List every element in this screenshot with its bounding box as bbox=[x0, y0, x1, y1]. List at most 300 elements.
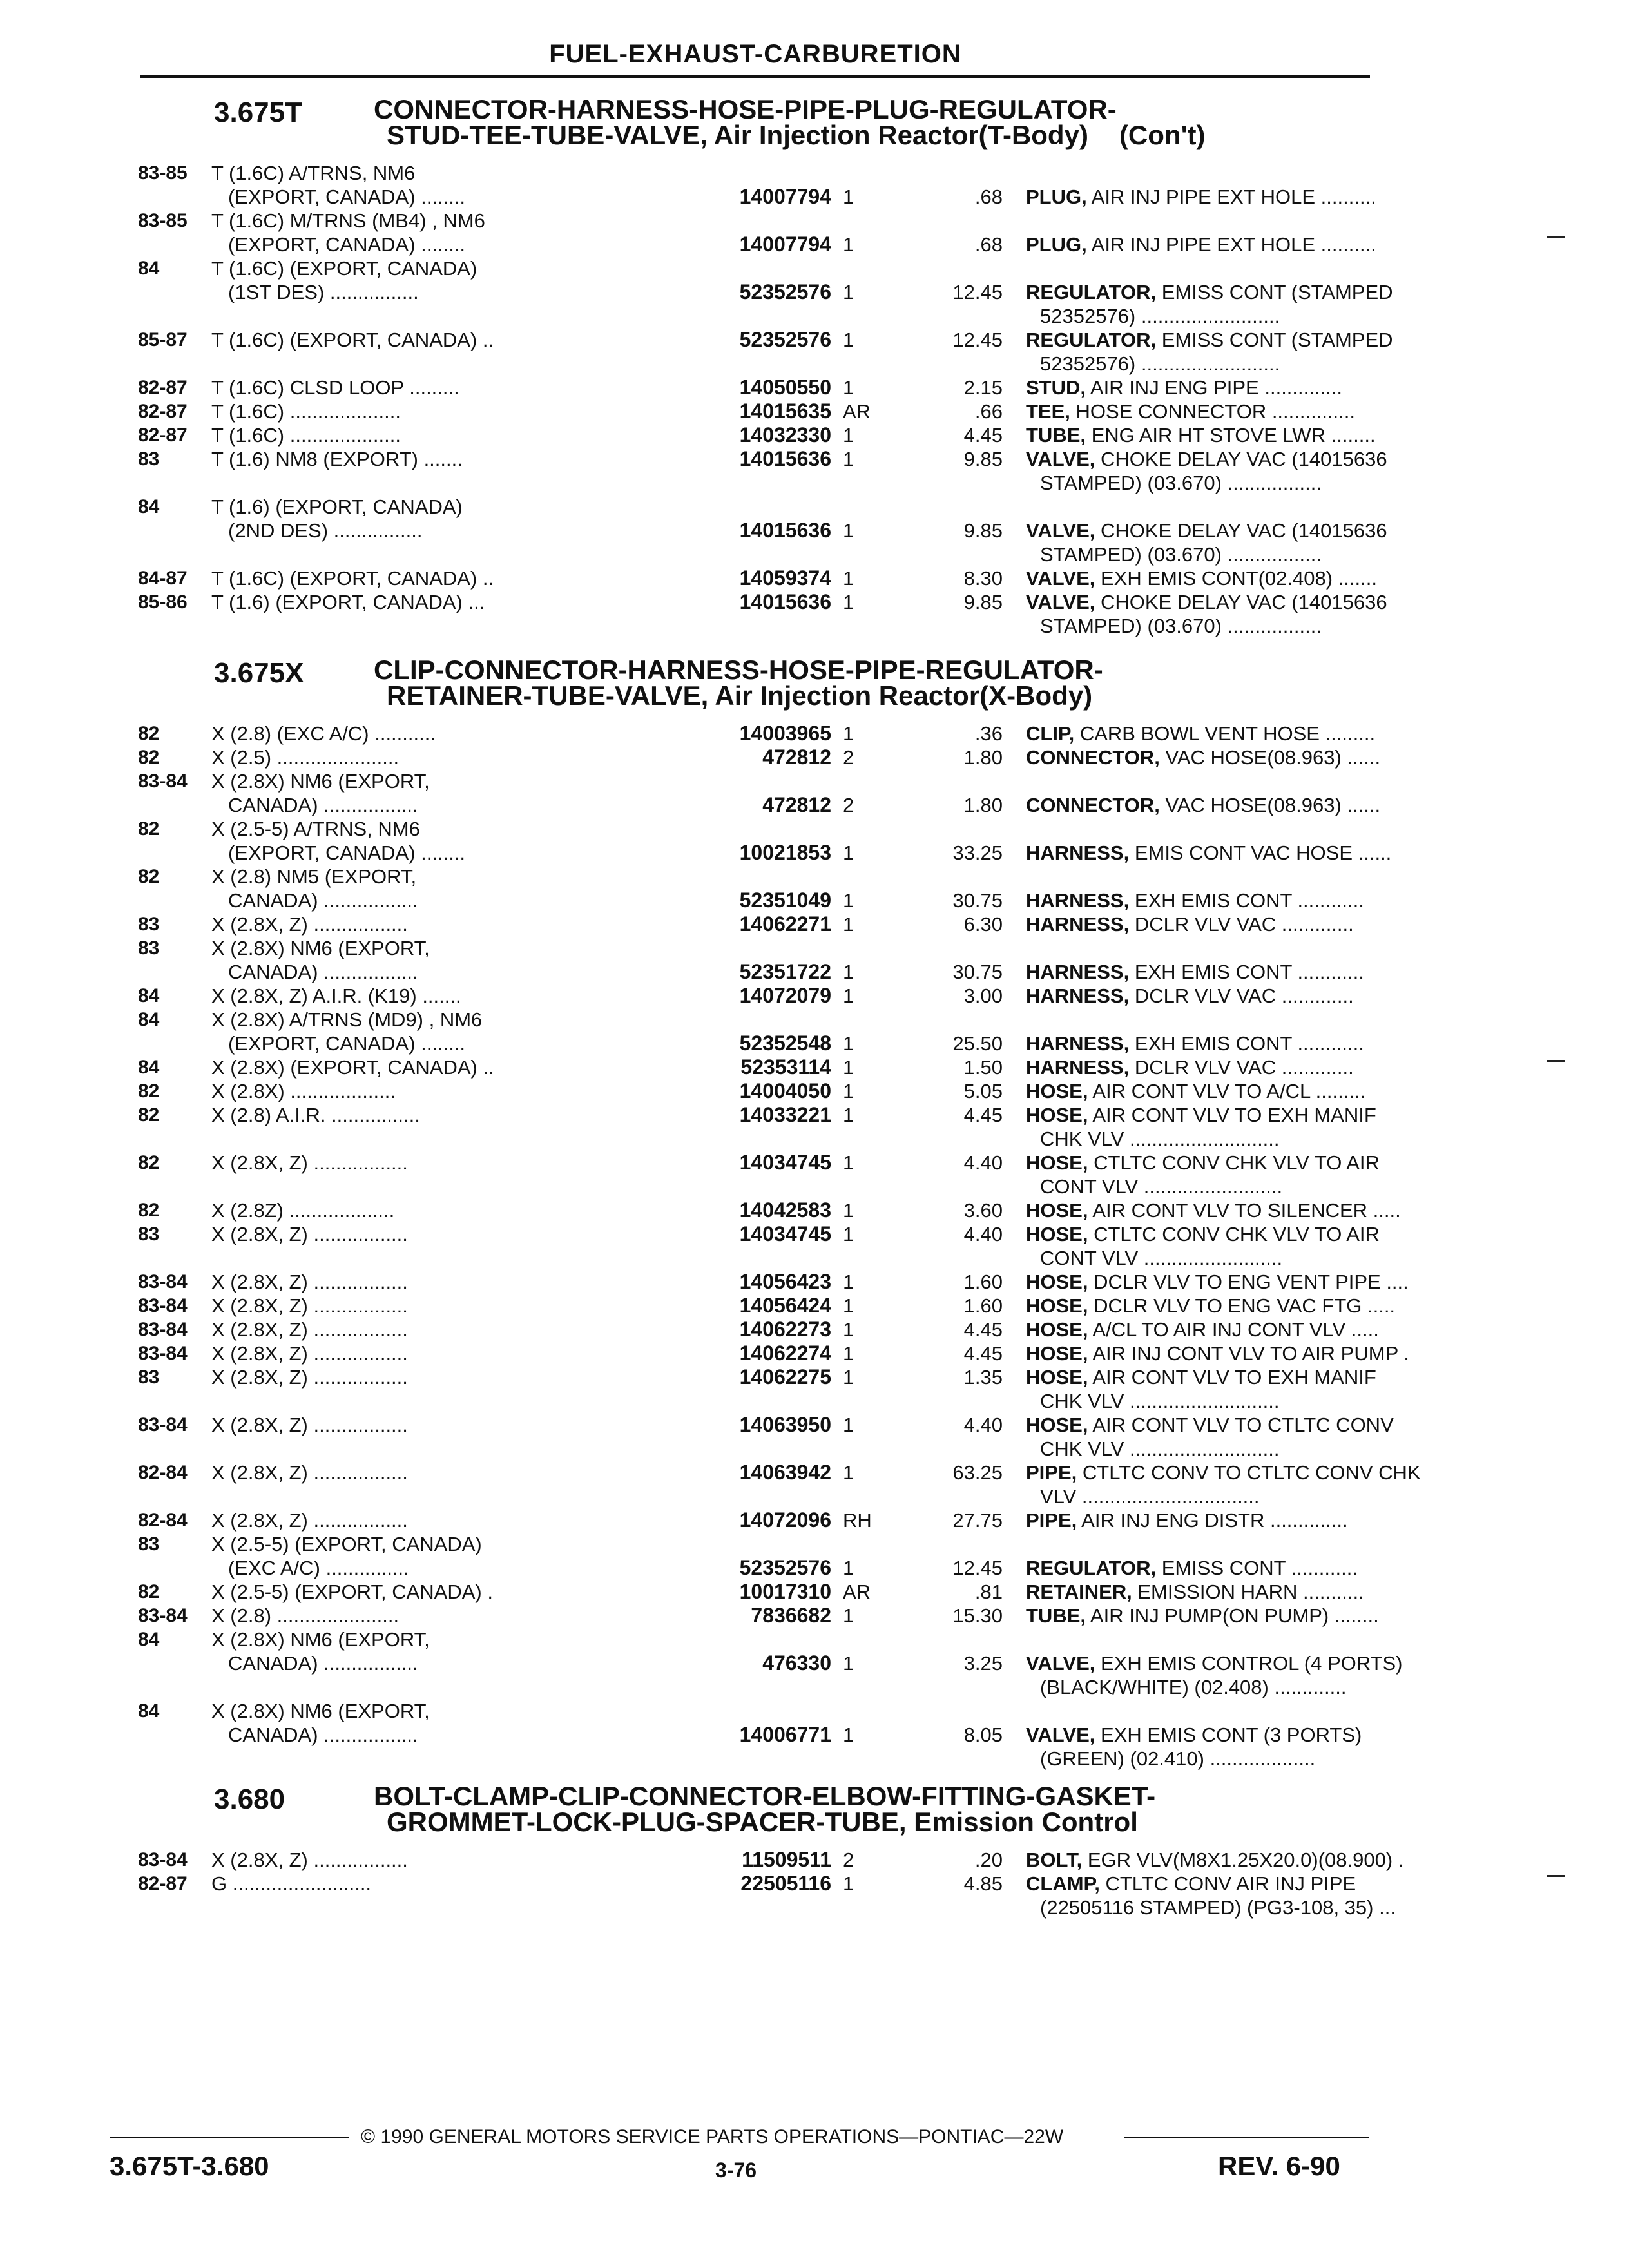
description-name: CLAMP, bbox=[1026, 1872, 1100, 1895]
model-year: 83-84 bbox=[138, 1605, 188, 1626]
application-text: T (1.6C) (EXPORT, CANADA) .. bbox=[211, 329, 494, 351]
description-continued: CONT VLV ......................... bbox=[1040, 1175, 1283, 1198]
quantity: 1 bbox=[843, 281, 854, 303]
description-text: CTLTC CONV TO CTLTC CONV CHK bbox=[1077, 1461, 1421, 1484]
description-text: EMISS CONT (STAMPED bbox=[1156, 281, 1393, 303]
description bbox=[1026, 1651, 1490, 1699]
quantity: 1 bbox=[843, 1104, 854, 1126]
description-name: HOSE, bbox=[1026, 1199, 1088, 1222]
model-year: 82 bbox=[138, 1200, 160, 1221]
description-text: AIR CONT VLV TO EXH MANIF bbox=[1088, 1366, 1376, 1389]
table-row bbox=[135, 1365, 1376, 1413]
application-text: T (1.6C) .................... bbox=[211, 424, 401, 447]
section-title-line2 bbox=[374, 122, 1206, 148]
table-row bbox=[135, 328, 1393, 376]
application-text: T (1.6C) A/TRNS, NM6 bbox=[211, 162, 416, 184]
part-number: 14063942 bbox=[739, 1461, 831, 1484]
quantity: 1 bbox=[843, 186, 854, 208]
quantity: 1 bbox=[843, 722, 854, 745]
application-text: X (2.8X, Z) ................. bbox=[211, 1461, 408, 1484]
description bbox=[1026, 960, 1490, 984]
description bbox=[1026, 328, 1490, 376]
description bbox=[1026, 912, 1490, 936]
description-name: VALVE, bbox=[1026, 567, 1095, 590]
model-year: 83-84 bbox=[138, 1849, 188, 1870]
margin-mark bbox=[1547, 1060, 1565, 1062]
table-row bbox=[135, 1461, 1421, 1508]
model-year: 82 bbox=[138, 866, 160, 887]
model-year: 84 bbox=[138, 1700, 160, 1722]
price: 1.80 bbox=[963, 794, 1003, 816]
application-text: X (2.8) A.I.R. ................ bbox=[211, 1104, 420, 1126]
description-name: TEE, bbox=[1026, 400, 1070, 423]
description-name: PLUG, bbox=[1026, 186, 1087, 208]
application-text: X (2.5-5) A/TRNS, NM6 bbox=[211, 818, 420, 840]
table-row bbox=[135, 1103, 1376, 1151]
table-row bbox=[135, 1580, 1373, 1604]
table-row bbox=[135, 1318, 1379, 1341]
application-text: X (2.8X) NM6 (EXPORT, bbox=[211, 937, 430, 959]
description-name: HOSE, bbox=[1026, 1151, 1088, 1174]
description bbox=[1026, 1032, 1490, 1055]
description-name: HOSE, bbox=[1026, 1366, 1088, 1389]
quantity: 1 bbox=[843, 329, 854, 351]
footer-rule-right bbox=[1124, 2137, 1369, 2138]
description-continued: CHK VLV ........................... bbox=[1040, 1390, 1280, 1412]
part-number: 14015635 bbox=[739, 399, 831, 423]
quantity: 1 bbox=[843, 424, 854, 447]
description-name: CONNECTOR, bbox=[1026, 746, 1160, 769]
price: 1.60 bbox=[963, 1271, 1003, 1293]
table-row bbox=[135, 1341, 1409, 1365]
description-name: VALVE, bbox=[1026, 591, 1095, 613]
description-text: DCLR VLV VAC ............. bbox=[1129, 1056, 1354, 1079]
table-row bbox=[135, 936, 1373, 984]
description bbox=[1026, 889, 1490, 912]
margin-mark bbox=[1547, 1875, 1565, 1877]
table-row bbox=[135, 1872, 1396, 1919]
table-row bbox=[135, 399, 1373, 423]
description-name: VALVE, bbox=[1026, 1724, 1095, 1746]
application-text: X (2.8X, Z) ................. bbox=[211, 1294, 408, 1317]
table-row bbox=[135, 161, 1376, 209]
price: 1.50 bbox=[963, 1056, 1003, 1079]
price: 4.45 bbox=[963, 1318, 1003, 1341]
part-number: 14056423 bbox=[739, 1270, 831, 1293]
price: .81 bbox=[974, 1581, 1003, 1603]
model-year: 82 bbox=[138, 1081, 160, 1102]
part-number: 14015636 bbox=[739, 447, 831, 470]
table-row bbox=[135, 1222, 1380, 1270]
model-year: 83 bbox=[138, 1367, 160, 1388]
description-text: AIR CONT VLV TO CTLTC CONV bbox=[1088, 1414, 1394, 1436]
description-name: HARNESS, bbox=[1026, 913, 1130, 936]
application-text: X (2.8X, Z) ................. bbox=[211, 1366, 408, 1389]
application-continued: (1ST DES) ................ bbox=[228, 281, 419, 303]
application-text: X (2.8) ...................... bbox=[211, 1604, 400, 1627]
application-continued: CANADA) ................. bbox=[228, 961, 418, 983]
quantity: 1 bbox=[843, 519, 854, 542]
application-continued: (EXPORT, CANADA) ........ bbox=[228, 841, 466, 864]
application-text: X (2.8X) NM6 (EXPORT, bbox=[211, 1628, 430, 1651]
description-text: CTLTC CONV CHK VLV TO AIR bbox=[1088, 1151, 1380, 1174]
description-text: CARB BOWL VENT HOSE ......... bbox=[1074, 722, 1376, 745]
part-number: 52352576 bbox=[739, 280, 831, 303]
description-name: REGULATOR, bbox=[1026, 281, 1157, 303]
price: 1.60 bbox=[963, 1294, 1003, 1317]
description-text: AIR INJ PIPE EXT HOLE .......... bbox=[1086, 233, 1376, 256]
model-year: 82-87 bbox=[138, 425, 188, 446]
price: 9.85 bbox=[963, 519, 1003, 542]
quantity: 1 bbox=[843, 1199, 854, 1222]
description bbox=[1026, 399, 1490, 423]
quantity: 1 bbox=[843, 1461, 854, 1484]
description-text: CTLTC CONV CHK VLV TO AIR bbox=[1088, 1223, 1380, 1245]
description-continued: STAMPED) (03.670) ................. bbox=[1040, 615, 1322, 637]
quantity: 1 bbox=[843, 1366, 854, 1389]
section-title bbox=[374, 94, 1206, 150]
price: .20 bbox=[974, 1849, 1003, 1871]
footer-section-range: 3.675T-3.680 bbox=[110, 2151, 269, 2181]
description-text: VAC HOSE(08.963) ...... bbox=[1159, 746, 1381, 769]
quantity: 1 bbox=[843, 1151, 854, 1174]
price: 4.40 bbox=[963, 1223, 1003, 1245]
application-text: X (2.8X, Z) A.I.R. (K19) ....... bbox=[211, 985, 461, 1007]
catalog-section bbox=[135, 1781, 1404, 1919]
application-text: X (2.8X) NM6 (EXPORT, bbox=[211, 1700, 430, 1722]
price: 30.75 bbox=[952, 889, 1003, 912]
description-text: AIR CONT VLV TO EXH MANIF bbox=[1088, 1104, 1376, 1126]
table-row bbox=[135, 566, 1377, 590]
price: 5.05 bbox=[963, 1080, 1003, 1102]
description bbox=[1026, 1508, 1490, 1532]
quantity: 1 bbox=[843, 1872, 854, 1895]
description-text: EXH EMIS CONT ............ bbox=[1129, 961, 1364, 983]
part-number: 14007794 bbox=[739, 233, 831, 256]
description bbox=[1026, 722, 1490, 745]
description-text: CHOKE DELAY VAC (14015636 bbox=[1095, 519, 1387, 542]
part-number: 14033221 bbox=[739, 1103, 831, 1126]
price: 27.75 bbox=[952, 1509, 1003, 1532]
description-text: AIR INJ CONT VLV TO AIR PUMP . bbox=[1088, 1342, 1409, 1365]
description-name: REGULATOR, bbox=[1026, 1557, 1157, 1579]
description-name: HOSE, bbox=[1026, 1294, 1088, 1317]
description bbox=[1026, 793, 1490, 817]
table-row bbox=[135, 209, 1376, 256]
description-continued: STAMPED) (03.670) ................. bbox=[1040, 472, 1322, 494]
part-number: 14050550 bbox=[739, 376, 831, 399]
table-row bbox=[135, 817, 1392, 865]
description-name: VALVE, bbox=[1026, 519, 1095, 542]
application-text: X (2.5) ...................... bbox=[211, 746, 400, 769]
description-name: PIPE, bbox=[1026, 1509, 1077, 1532]
description-text: EMISS CONT (STAMPED bbox=[1156, 329, 1393, 351]
description bbox=[1026, 280, 1490, 328]
application-continued: CANADA) ................. bbox=[228, 1724, 418, 1746]
description-name: HOSE, bbox=[1026, 1318, 1088, 1341]
description bbox=[1026, 566, 1490, 590]
model-year: 82 bbox=[138, 723, 160, 744]
price: 4.45 bbox=[963, 1342, 1003, 1365]
quantity: 1 bbox=[843, 1604, 854, 1627]
model-year: 84 bbox=[138, 1629, 160, 1650]
description bbox=[1026, 519, 1490, 566]
description-name: HOSE, bbox=[1026, 1271, 1088, 1293]
price: 63.25 bbox=[952, 1461, 1003, 1484]
page-header-title: FUEL-EXHAUST-CARBURETION bbox=[549, 40, 961, 68]
table-row bbox=[135, 1079, 1373, 1103]
description bbox=[1026, 1318, 1490, 1341]
model-year: 82 bbox=[138, 818, 160, 840]
price: 30.75 bbox=[952, 961, 1003, 983]
table-row bbox=[135, 1413, 1394, 1461]
price: 4.40 bbox=[963, 1151, 1003, 1174]
application-continued: (EXPORT, CANADA) ........ bbox=[228, 1032, 466, 1055]
part-number: 14062273 bbox=[739, 1318, 831, 1341]
description-text: AIR INJ ENG PIPE .............. bbox=[1086, 376, 1342, 399]
section-heading bbox=[135, 657, 1373, 722]
application-text: X (2.8X, Z) ................. bbox=[211, 1271, 408, 1293]
description-continued: VLV ................................ bbox=[1040, 1485, 1260, 1508]
model-year: 83 bbox=[138, 914, 160, 935]
price: 15.30 bbox=[952, 1604, 1003, 1627]
footer-revision: REV. 6-90 bbox=[1218, 2151, 1340, 2181]
section-heading bbox=[135, 1783, 1373, 1848]
description-name: BOLT, bbox=[1026, 1849, 1083, 1871]
application-text: X (2.5-5) (EXPORT, CANADA) bbox=[211, 1533, 482, 1555]
application-text: X (2.8Z) ................... bbox=[211, 1199, 395, 1222]
part-number: 52353114 bbox=[740, 1055, 831, 1079]
description-continued: 52352576) ......................... bbox=[1040, 352, 1280, 375]
price: 3.25 bbox=[963, 1652, 1003, 1675]
part-number: 14004050 bbox=[739, 1079, 831, 1102]
part-number: 10021853 bbox=[739, 841, 831, 864]
application-text: T (1.6) (EXPORT, CANADA) ... bbox=[211, 591, 485, 613]
application-text: X (2.8X, Z) ................. bbox=[211, 1414, 408, 1436]
quantity: 1 bbox=[843, 1342, 854, 1365]
price: 2.15 bbox=[963, 376, 1003, 399]
table-row bbox=[135, 447, 1387, 495]
model-year: 83-84 bbox=[138, 1343, 188, 1364]
model-year: 83-85 bbox=[138, 210, 188, 231]
part-number: 472812 bbox=[762, 745, 831, 769]
description-text: EMISS CONT ............ bbox=[1156, 1557, 1358, 1579]
model-year: 84 bbox=[138, 985, 160, 1006]
model-year: 82 bbox=[138, 1104, 160, 1126]
description bbox=[1026, 1604, 1490, 1628]
description-name: STUD, bbox=[1026, 376, 1086, 399]
table-row bbox=[135, 912, 1373, 936]
quantity: RH bbox=[843, 1509, 872, 1532]
description bbox=[1026, 1222, 1490, 1270]
description bbox=[1026, 1461, 1490, 1508]
description-name: RETAINER, bbox=[1026, 1581, 1132, 1603]
section-title-line1: CLIP-CONNECTOR-HARNESS-HOSE-PIPE-REGULATOR- bbox=[374, 655, 1103, 685]
description-continued: (GREEN) (02.410) ................... bbox=[1040, 1747, 1316, 1770]
part-number: 14015636 bbox=[739, 519, 831, 542]
description-name: HARNESS, bbox=[1026, 841, 1130, 864]
table-row bbox=[135, 256, 1393, 328]
application-text: T (1.6C) (EXPORT, CANADA) bbox=[211, 257, 477, 280]
table-row bbox=[135, 1151, 1380, 1198]
quantity: 1 bbox=[843, 1318, 854, 1341]
catalog-section bbox=[135, 94, 1393, 638]
quantity: 1 bbox=[843, 889, 854, 912]
description-text: DCLR VLV VAC ............. bbox=[1129, 913, 1354, 936]
application-text: X (2.5-5) (EXPORT, CANADA) . bbox=[211, 1581, 493, 1603]
part-number: 14063950 bbox=[739, 1413, 831, 1436]
price: 25.50 bbox=[952, 1032, 1003, 1055]
table-row bbox=[135, 495, 1387, 566]
quantity: 1 bbox=[843, 567, 854, 590]
part-number: 52351049 bbox=[739, 889, 831, 912]
description-text: EGR VLV(M8X1.25X20.0)(08.900) . bbox=[1082, 1849, 1404, 1871]
quantity: 1 bbox=[843, 1056, 854, 1079]
price: 1.80 bbox=[963, 746, 1003, 769]
part-number: 14034745 bbox=[739, 1151, 831, 1174]
quantity: 1 bbox=[843, 591, 854, 613]
description-continued: (BLACK/WHITE) (02.408) ............. bbox=[1040, 1676, 1347, 1698]
description-name: CLIP, bbox=[1026, 722, 1075, 745]
part-number: 14056424 bbox=[739, 1294, 831, 1317]
model-year: 83 bbox=[138, 448, 160, 470]
description bbox=[1026, 1270, 1490, 1294]
description-text: EXH EMIS CONT ............ bbox=[1129, 889, 1364, 912]
table-row bbox=[135, 590, 1387, 638]
application-text: X (2.8X) ................... bbox=[211, 1080, 396, 1102]
model-year: 83 bbox=[138, 1224, 160, 1245]
model-year: 82 bbox=[138, 1152, 160, 1173]
description-text: EMIS CONT VAC HOSE ...... bbox=[1129, 841, 1392, 864]
section-title-line2 bbox=[374, 680, 1103, 711]
description-text: DCLR VLV VAC ............. bbox=[1129, 985, 1354, 1007]
description-name: VALVE, bbox=[1026, 1652, 1095, 1675]
model-year: 83-84 bbox=[138, 1319, 188, 1340]
price: 4.45 bbox=[963, 424, 1003, 447]
description-name: HOSE, bbox=[1026, 1414, 1088, 1436]
table-row bbox=[135, 1628, 1403, 1699]
section-title-line2-text: GROMMET-LOCK-PLUG-SPACER-TUBE, Emission Control bbox=[387, 1807, 1138, 1837]
price: 3.60 bbox=[963, 1199, 1003, 1222]
description bbox=[1026, 423, 1490, 447]
price: .68 bbox=[974, 186, 1003, 208]
description-continued: CHK VLV ........................... bbox=[1040, 1128, 1280, 1150]
application-text: X (2.8X) A/TRNS (MD9) , NM6 bbox=[211, 1008, 483, 1031]
model-year: 85-86 bbox=[138, 591, 188, 613]
description-text: A/CL TO AIR INJ CONT VLV ..... bbox=[1088, 1318, 1379, 1341]
application-continued: CANADA) ................. bbox=[228, 794, 418, 816]
part-number: 476330 bbox=[762, 1651, 831, 1675]
table-row bbox=[135, 376, 1373, 399]
application-continued: (2ND DES) ................ bbox=[228, 519, 423, 542]
description-text: VAC HOSE(08.963) ...... bbox=[1159, 794, 1381, 816]
section-title-line1: BOLT-CLAMP-CLIP-CONNECTOR-ELBOW-FITTING-GASKET- bbox=[374, 1781, 1156, 1811]
section-heading bbox=[135, 94, 1373, 161]
quantity: 1 bbox=[843, 1724, 854, 1746]
description-text: AIR CONT VLV TO SILENCER ..... bbox=[1088, 1199, 1401, 1222]
section-title bbox=[374, 1783, 1155, 1835]
description-text: DCLR VLV TO ENG VENT PIPE .... bbox=[1088, 1271, 1409, 1293]
description-text: AIR INJ PUMP(ON PUMP) ........ bbox=[1086, 1604, 1379, 1627]
description-text: EXH EMIS CONT(02.408) ....... bbox=[1095, 567, 1377, 590]
footer-rule-left bbox=[110, 2137, 349, 2138]
description bbox=[1026, 1413, 1490, 1461]
model-year: 83-84 bbox=[138, 1414, 188, 1436]
application-text: T (1.6) NM8 (EXPORT) ....... bbox=[211, 448, 463, 470]
model-year: 82-84 bbox=[138, 1510, 188, 1531]
quantity: 1 bbox=[843, 1557, 854, 1579]
table-row bbox=[135, 1699, 1373, 1771]
description bbox=[1026, 185, 1490, 209]
quantity: 1 bbox=[843, 233, 854, 256]
part-number: 472812 bbox=[762, 793, 831, 816]
table-row bbox=[135, 1294, 1396, 1318]
application-text: X (2.8X, Z) ................. bbox=[211, 1223, 408, 1245]
description-continued: CHK VLV ........................... bbox=[1040, 1437, 1280, 1460]
description-continued: CONT VLV ......................... bbox=[1040, 1247, 1283, 1269]
quantity: 1 bbox=[843, 376, 854, 399]
price: 4.85 bbox=[963, 1872, 1003, 1895]
section-title bbox=[374, 657, 1103, 709]
description-text: CHOKE DELAY VAC (14015636 bbox=[1095, 591, 1387, 613]
description-text: HOSE CONNECTOR ............... bbox=[1070, 400, 1356, 423]
description-name: HOSE, bbox=[1026, 1223, 1088, 1245]
model-year: 82-87 bbox=[138, 1873, 188, 1894]
quantity: 1 bbox=[843, 1652, 854, 1675]
description bbox=[1026, 1151, 1490, 1198]
description-text: ENG AIR HT STOVE LWR ........ bbox=[1086, 424, 1376, 447]
model-year: 85-87 bbox=[138, 329, 188, 351]
description-name: HARNESS, bbox=[1026, 1032, 1130, 1055]
price: 8.05 bbox=[963, 1724, 1003, 1746]
part-number: 14042583 bbox=[739, 1198, 831, 1222]
table-row bbox=[135, 984, 1373, 1008]
description-name: REGULATOR, bbox=[1026, 329, 1157, 351]
quantity: 1 bbox=[843, 841, 854, 864]
part-number: 14059374 bbox=[739, 566, 831, 590]
price: 12.45 bbox=[952, 281, 1003, 303]
part-number: 52352576 bbox=[739, 328, 831, 351]
description-name: PLUG, bbox=[1026, 233, 1087, 256]
part-number: 14015636 bbox=[739, 590, 831, 613]
description-name: HARNESS, bbox=[1026, 889, 1130, 912]
part-number: 52351722 bbox=[739, 960, 831, 983]
application-text: X (2.8X, Z) ................. bbox=[211, 1509, 408, 1532]
description-name: TUBE, bbox=[1026, 424, 1086, 447]
description bbox=[1026, 1103, 1490, 1151]
section-title-line2 bbox=[374, 1809, 1155, 1835]
description bbox=[1026, 1341, 1490, 1365]
application-text: X (2.8X) NM6 (EXPORT, bbox=[211, 770, 430, 793]
model-year: 83-84 bbox=[138, 1271, 188, 1293]
description bbox=[1026, 590, 1490, 638]
quantity: 1 bbox=[843, 1032, 854, 1055]
model-year: 82 bbox=[138, 1581, 160, 1602]
part-number: 14072079 bbox=[739, 984, 831, 1007]
description bbox=[1026, 1365, 1490, 1413]
description bbox=[1026, 1198, 1490, 1222]
application-text: X (2.8) (EXC A/C) ........... bbox=[211, 722, 436, 745]
model-year: 83-85 bbox=[138, 162, 188, 184]
part-number: 14072096 bbox=[739, 1508, 831, 1532]
price: 6.30 bbox=[963, 913, 1003, 936]
application-continued: CANADA) ................. bbox=[228, 1652, 418, 1675]
description-name: HARNESS, bbox=[1026, 985, 1130, 1007]
model-year: 82-87 bbox=[138, 401, 188, 422]
application-text: X (2.8X) (EXPORT, CANADA) .. bbox=[211, 1056, 494, 1079]
description bbox=[1026, 984, 1490, 1008]
quantity: 1 bbox=[843, 1223, 854, 1245]
